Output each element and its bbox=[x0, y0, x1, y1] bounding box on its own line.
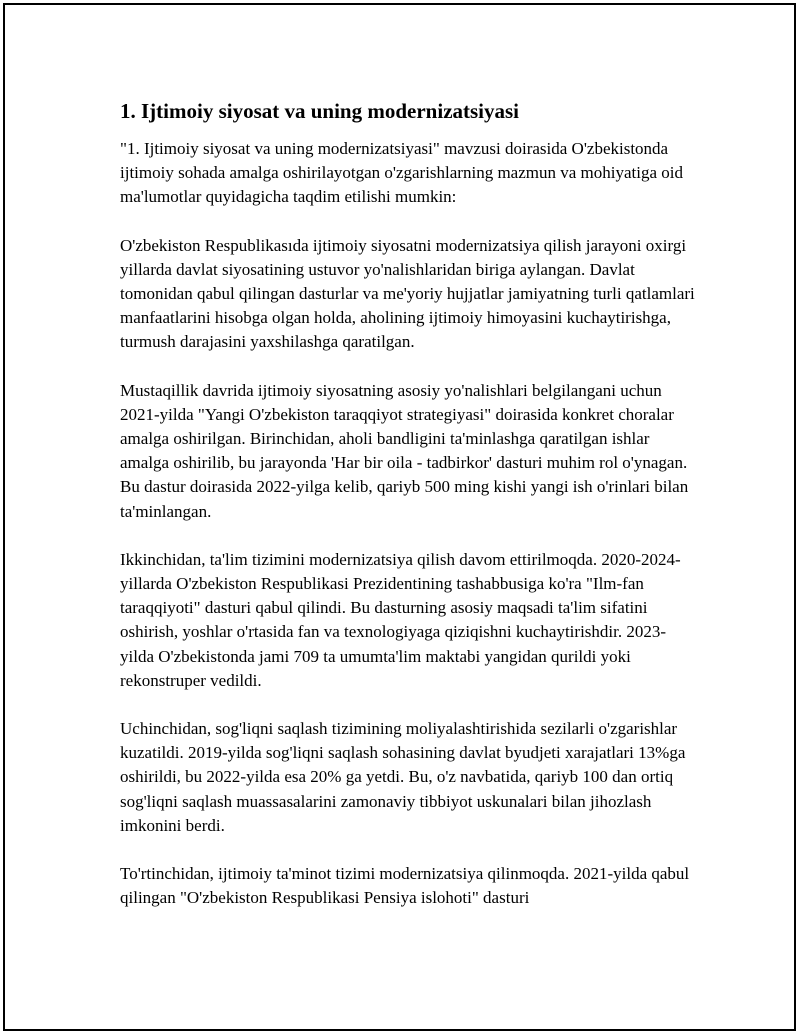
document-body bbox=[120, 97, 695, 934]
document-page bbox=[3, 3, 796, 1031]
paragraph-education: Ikkinchidan, ta'lim tizimini modernizatsiya qilish davom ettirilmoqda. 2020-2024-yillarda O'zbekiston Respublikasi Prezidentining tashabbusiga ko'ra "Ilm-fan taraqqiyoti" dasturi qabul qilindi. Bu dasturning asosiy maqsadi ta'lim sifatini oshirish, yoshlar o'rtasida fan va texnologiyaga qiziqishni kuchaytirishdir. 2023-yilda O'zbekistonda jami 709 ta umumta'lim maktabi yangidan qurildi yoki rekonstruper vedildi. bbox=[120, 549, 681, 690]
paragraph-healthcare: Uchinchidan, sog'liqni saqlash tizimining moliyalashtirishida sezilarli o'zgarishlar kuzatildi. 2019-yilda sog'liqni saqlash sohasining davlat byudjeti xarajatlari 13%ga oshirildi, bu 2022-yilda esa 20% ga yetdi. Bu, o'z navbatida, qariyb 100 dan ortiq sog'liqni saqlash muassasalarini zamonaviy tibbiyot uskunalari bilan jihozlash imkonini berdi. bbox=[120, 719, 686, 835]
document-title: 1. Ijtimoiy siyosat va uning modernizatsiyasi bbox=[120, 99, 520, 123]
paragraph-overview: O'zbekiston Respublikasıda ijtimoiy siyosatni modernizatsiya qilish jarayoni oxirgi yillarda davlat siyosatining ustuvor yo'nalishlaridan biriga aylangan. Davlat tomonidan qabul qilingan dasturlar va me'yoriy hujjatlar jamiyatning turli qatlamlari manfaatlarini hisobga olgan holda, aholining ijtimoiy himoyasini kuchaytirishga, turmush darajasini yaxshilashga qaratilgan. bbox=[120, 235, 695, 352]
paragraph-social-security: To'rtinchidan, ijtimoiy ta'minot tizimi modernizatsiya qilinmoqda. 2021-yilda qabul qilingan "O'zbekiston Respublikasi Pensiya islohoti" dasturi bbox=[120, 864, 690, 908]
paragraph-employment: Mustaqillik davrida ijtimoiy siyosatning asosiy yo'nalishlari belgilangani uchun 2021-yilda "Yangi O'zbekiston taraqqiyot strategiyasi" doirasida konkret choralar amalga oshirilgan. Birinchidan, aholi bandligini ta'minlashga qaratilgan ishlar amalga oshirilib, bu jarayonda 'Har bir oila - tadbirkor' dasturi muhim rol o'ynagan. Bu dastur doirasida 2022-yilga kelib, qariyb 500 ming kishi yangi ish o'rinlari bilan ta'minlangan. bbox=[120, 380, 689, 521]
paragraph-intro: "1. Ijtimoiy siyosat va uning modernizatsiyasi" mavzusi doirasida O'zbekistonda ijtimoiy sohada amalga oshirilayotgan o'zgarishlarning mazmun va mohiyatiga oid ma'lumotlar quyidagicha taqdim etilishi mumkin: bbox=[120, 139, 683, 207]
